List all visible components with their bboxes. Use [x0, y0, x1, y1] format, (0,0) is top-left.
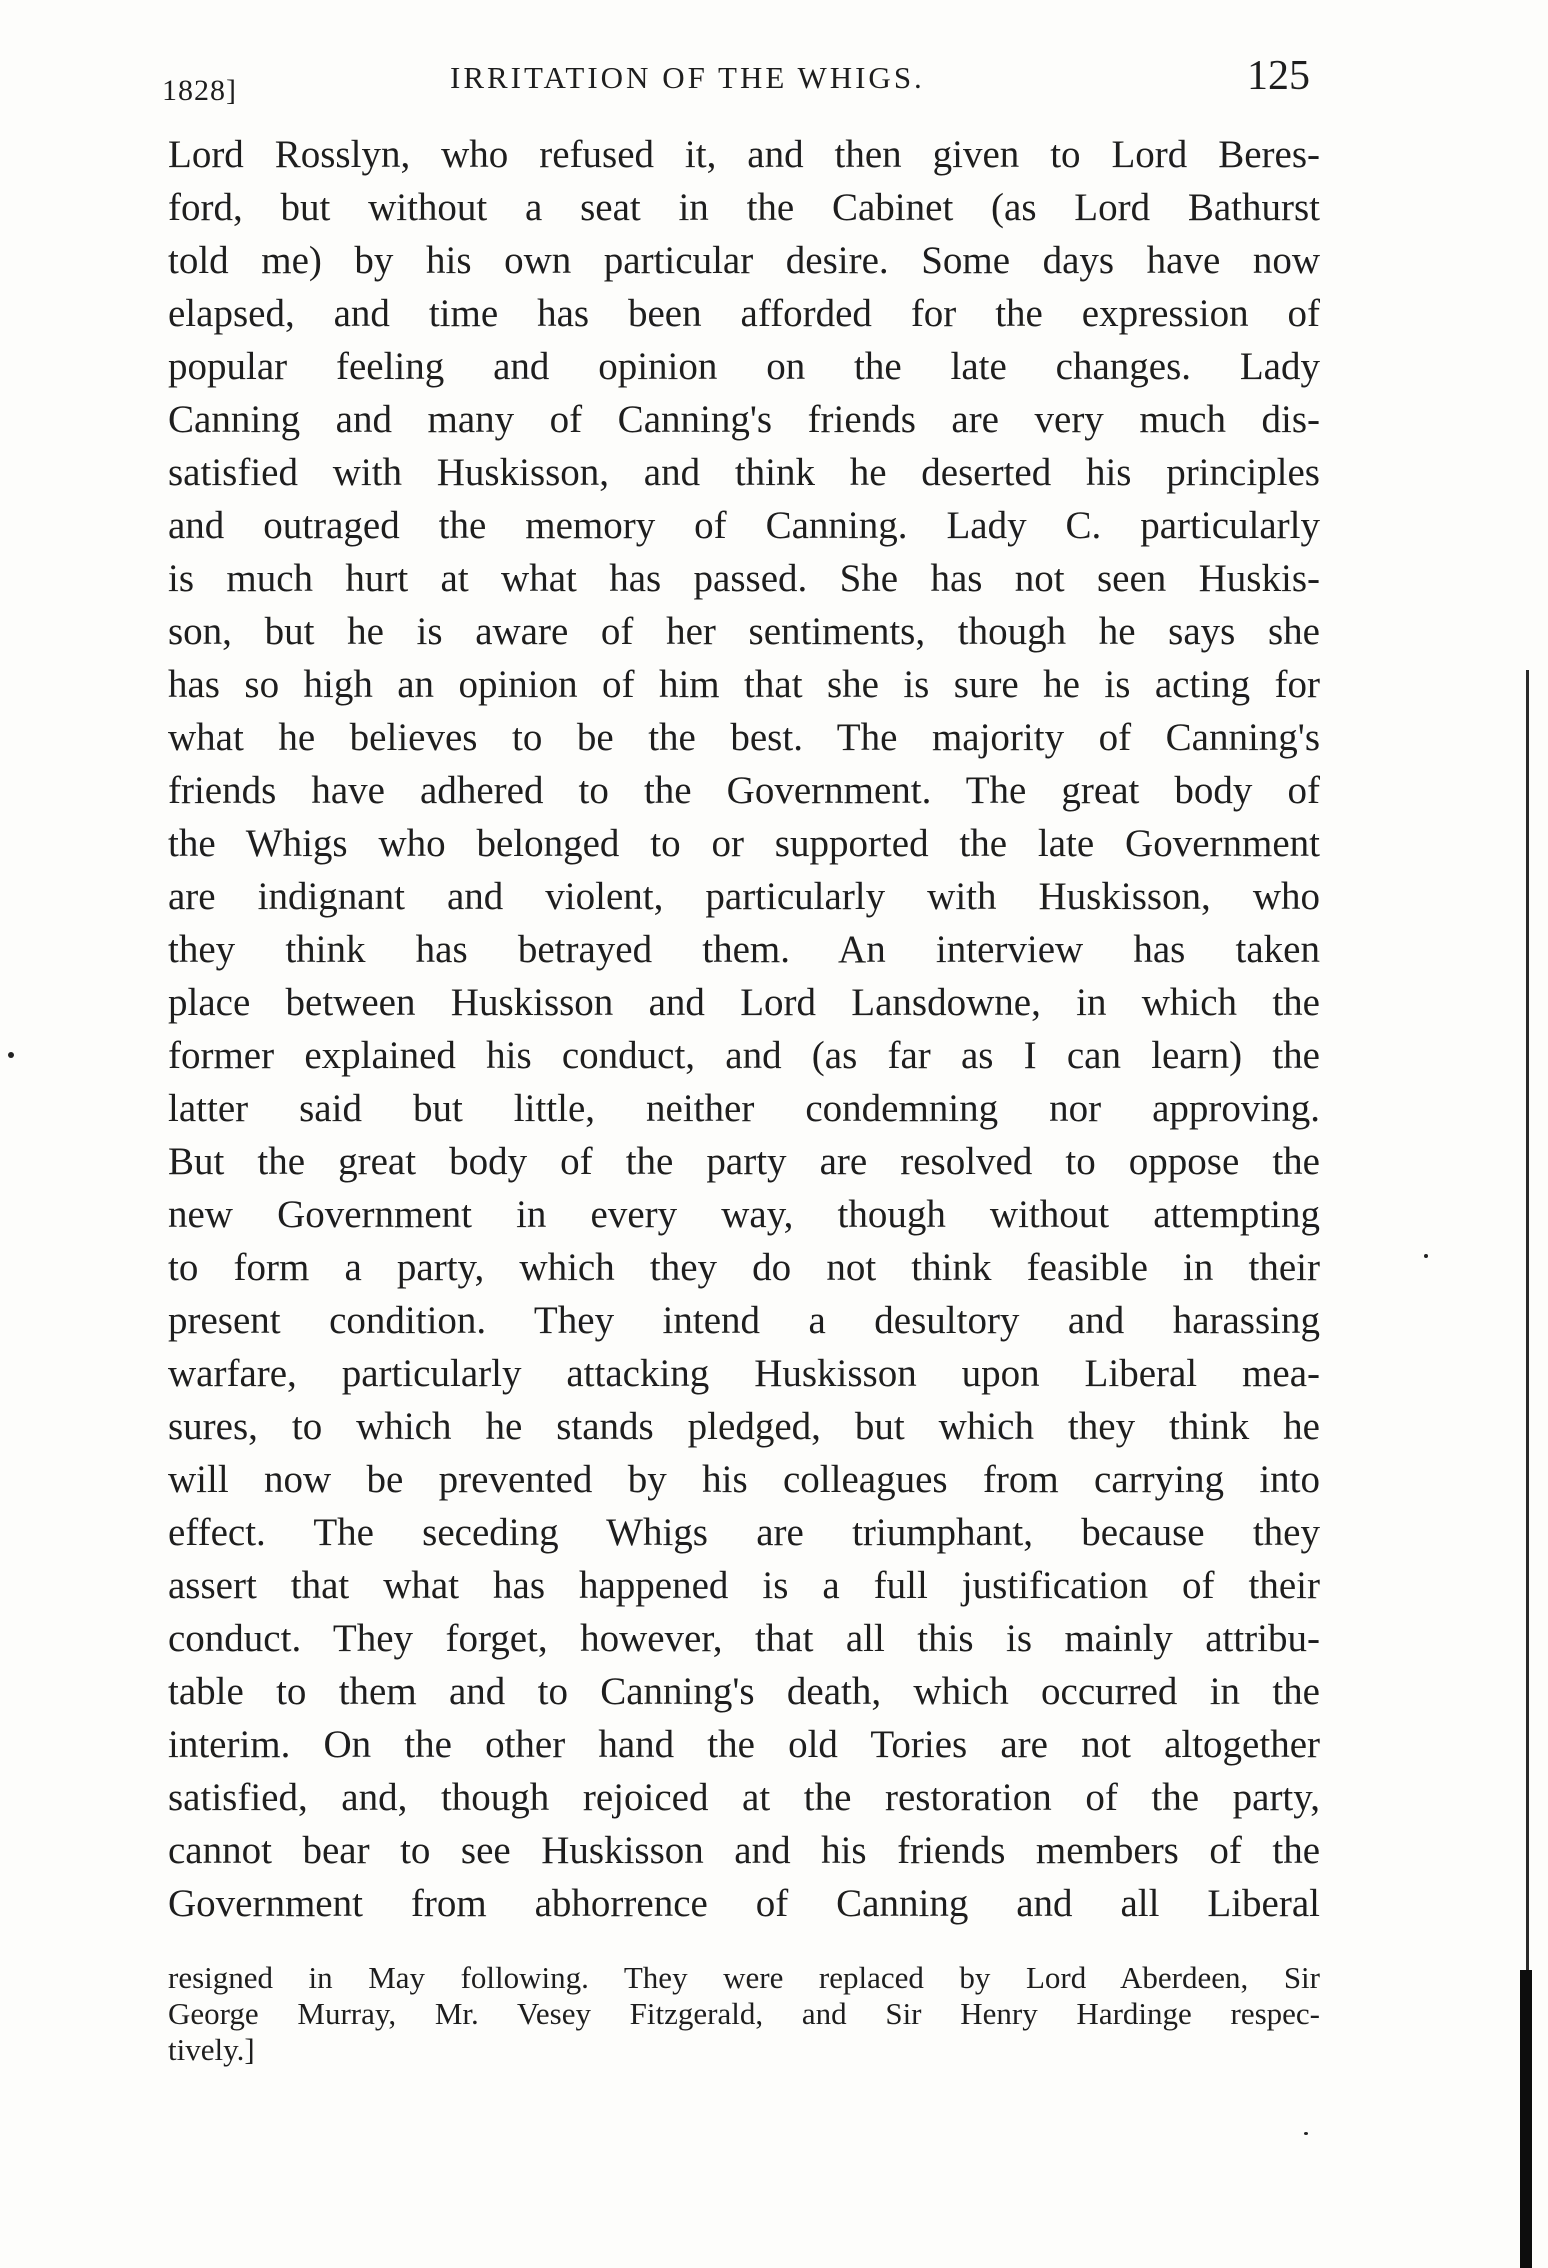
- body-text: [168, 128, 1320, 1930]
- text-line: assert that what has happened is a full justification of their: [168, 1564, 1320, 1607]
- footnote-line: resigned in May following. They were replaced by Lord Aberdeen, Sir: [168, 1960, 1320, 1995]
- text-line: has so high an opinion of him that she is sure he is acting for: [168, 663, 1320, 706]
- footnote: [168, 1960, 1320, 2068]
- text-line: warfare, particularly attacking Huskisson upon Liberal mea-: [168, 1352, 1320, 1395]
- text-line: son, but he is aware of her sentiments, though he says she: [168, 610, 1320, 653]
- text-line: effect. The seceding Whigs are triumphant, because they: [168, 1511, 1320, 1554]
- scan-speck: [1424, 1254, 1428, 1258]
- text-line: popular feeling and opinion on the late changes. Lady: [168, 345, 1320, 388]
- text-line: sures, to which he stands pledged, but which they think he: [168, 1405, 1320, 1448]
- text-line: they think has betrayed them. An interview has taken: [168, 928, 1320, 971]
- text-line: to form a party, which they do not think feasible in their: [168, 1246, 1320, 1289]
- text-line: interim. On the other hand the old Tories are not altogether: [168, 1723, 1320, 1766]
- text-line: former explained his conduct, and (as far as I can learn) the: [168, 1034, 1320, 1077]
- text-line: satisfied with Huskisson, and think he deserted his principles: [168, 451, 1320, 494]
- text-line: Canning and many of Canning's friends are very much dis-: [168, 398, 1320, 441]
- text-line: ford, but without a seat in the Cabinet (as Lord Bathurst: [168, 186, 1320, 229]
- text-line: will now be prevented by his colleagues from carrying into: [168, 1458, 1320, 1501]
- chapter-title: IRRITATION OF THE WHIGS.: [450, 60, 925, 95]
- footnote-line: tively.]: [168, 2032, 255, 2067]
- text-line: satisfied, and, though rejoiced at the restoration of the party,: [168, 1776, 1320, 1819]
- text-line: place between Huskisson and Lord Lansdowne, in which the: [168, 981, 1320, 1024]
- text-line: Government from abhorrence of Canning and all Liberal: [168, 1882, 1320, 1925]
- text-line: told me) by his own particular desire. Some days have now: [168, 239, 1320, 282]
- page-number: 125: [1247, 53, 1310, 99]
- scan-speck: [8, 1052, 14, 1058]
- text-line: what he believes to be the best. The majority of Canning's: [168, 716, 1320, 759]
- header-year: 1828]: [162, 74, 237, 107]
- text-line: is much hurt at what has passed. She has not seen Huskis-: [168, 557, 1320, 600]
- text-line: Lord Rosslyn, who refused it, and then given to Lord Beres-: [168, 133, 1320, 176]
- text-line: the Whigs who belonged to or supported the late Government: [168, 822, 1320, 865]
- text-line: are indignant and violent, particularly with Huskisson, who: [168, 875, 1320, 918]
- scan-edge-mark: [1520, 1970, 1532, 2268]
- text-line: elapsed, and time has been afforded for the expression of: [168, 292, 1320, 335]
- text-line: and outraged the memory of Canning. Lady C. particularly: [168, 504, 1320, 547]
- running-head: [160, 52, 1320, 112]
- text-line: new Government in every way, though without attempting: [168, 1193, 1320, 1236]
- text-line: cannot bear to see Huskisson and his friends members of the: [168, 1829, 1320, 1872]
- text-line: conduct. They forget, however, that all this is mainly attribu-: [168, 1617, 1320, 1660]
- text-line: friends have adhered to the Government. The great body of: [168, 769, 1320, 812]
- scan-speck: [1304, 2132, 1308, 2135]
- footnote-line: George Murray, Mr. Vesey Fitzgerald, and Sir Henry Hardinge respec-: [168, 1996, 1320, 2031]
- text-line: latter said but little, neither condemning nor approving.: [168, 1087, 1320, 1130]
- text-line: But the great body of the party are resolved to oppose the: [168, 1140, 1320, 1183]
- text-line: present condition. They intend a desultory and harassing: [168, 1299, 1320, 1342]
- text-line: table to them and to Canning's death, which occurred in the: [168, 1670, 1320, 1713]
